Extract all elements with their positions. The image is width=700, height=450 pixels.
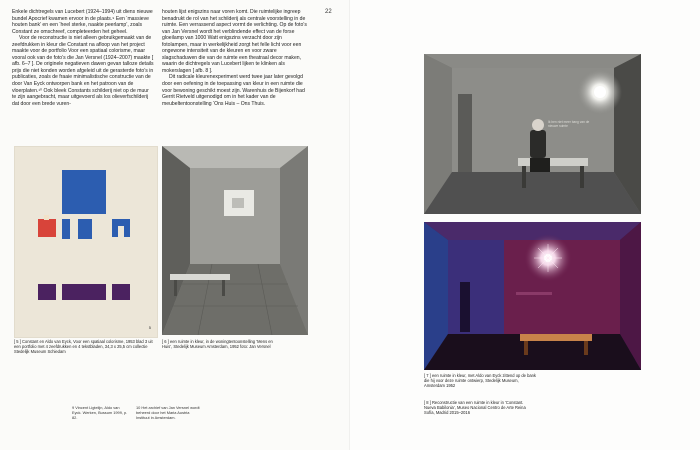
footnote-9 [72,406,129,420]
blue-bar [78,219,92,239]
caption-figure-8 [424,400,536,415]
paragraph: Voor de reconstructie is niet alleen gebruikgemaakt van de zeefdrukken in kleur die Constant na afloop van het project maakte voor de portfolio Voor een spatiaal colorisme, maar vooral ook van de foto’s die Jan Versnel (1924–2007) maakte [ afb. 6–7 ]. De originele negatieven dawen gevan talloze details prijs die niet konden worden afgeleid uit de gerasterde foto’s in publicaties, zoals de fraaie minimalistische constructie van de door Van Eyck ontworpen bank en het patroon van de vloerplaten.¹⁰ Ook bleek Constants schilderij niet op de muur te zijn aangebracht, maar uitgevoerd als los olieverfschilderij dat door een brede vuren- [12,35,154,107]
figure-number: 5 [148,325,151,330]
right-page [350,0,700,450]
paragraph: Dit radicale kleurenexperiment werd twee jaar later gevolgd door een oefening in de toepassing van kleur in een ruimte die voor bewoning geschikt moest zijn. Warenhuis de Bijenkorf had Gerrit Rietveld uitgenodigd om in het kader van de meubeltentoonstelling ‘Ons Huis – Ons Thuis. [162,74,305,107]
paragraph: houten lijst enigszins naar voren komt. Die ruimtelijke ingreep benadrukt de rol van het schilderij als centrale voorstelling in de ruimte. Een verrassend aspect vormt de verlichting. Op de foto’s van Jan Versnel wordt het verblindende effect van de forse gloeilamp van 1000 Watt enigszins verzacht door zijn fotolampen, maar in werkelijkheid zorgt het felle licht voor een ongewone intensiteit van de kleuren en voor zware slagschaduwen die van de ruimte een theatraal decor maken, waarin de dichtregels van Lucebert lijken te klinken als mokerslagen [ afb. 8 ]. [162,9,307,74]
caption-figure-7 [424,373,536,388]
caption-text: [ 6 ] een ruimte in kleur, in de woningtentoonstelling ‘Mens en Huis’, Stedelijk Museum Amsterdam, 1952 foto: Jan Versnel [162,339,273,349]
blue-square [62,170,106,214]
purple-square [38,284,56,300]
caption-text: [ 8 ] Reconstructie van een ruimte in kleur in ‘Constant. Nueva Babilonia’, Museo Nacional Centro de Arte Reina Sofía, Madrid 2015–2016 [424,400,526,415]
blue-bar [62,219,70,239]
caption-figure-6 [162,339,277,349]
figure-5-artwork [14,146,158,338]
text-column-left [12,9,154,107]
coloured-room-illustration [424,222,641,370]
purple-bar [62,284,106,300]
footnote-text: 9 Vincent Ligtelijn, Aldo van Eyck. Werken, Bussum 1999, p. 82. [72,405,128,420]
notch [118,226,124,237]
footnote-10 [136,406,200,420]
figure-6-photo [162,146,308,335]
purple-square [112,284,130,300]
room-photo-illustration [162,146,308,335]
caption-figure-5 [14,339,154,354]
caption-text: [ 7 ] een ruimte in kleur, met Aldo van Eyck zittend op de bank die hij voor deze ruimte ontwierp, Stedelijk Museum, Amsterdam 1952 [424,373,536,388]
red-square [38,219,56,237]
footnote-text: 10 Het archief van Jan Versnel wordt beheerd door het Maria Austria Instituut in Amsterdam. [136,405,200,420]
light-notch [44,215,49,220]
page-number: 22 [325,9,332,15]
room-with-person-illustration [424,54,641,214]
caption-text: [ 5 ] Constant en Aldo van Eyck, Voor een spatiaal colorisme, 1953 blad 3 uit een portfolio met 4 zeefdrukken en 4 tekstbladen, 34,3 x 25,5 cm collectie Stedelijk Museum Schiedam [14,339,153,354]
wall-inscription: Ik ben niet meer bang van de nieuwe ruimte [548,120,590,128]
figure-8-photo [424,222,641,370]
figure-7-photo [424,54,641,214]
paragraph: Enkele dichtregels van Lucebert (1924–1994) uit diens nieuwe bundel Apocrief kwamen ervoor in de plaats.⁹ Een ‘massieve houten bank’ en een ‘heel sterke, naakte peerlamp’, zoals Constant ze omschreef, completeerden het geheel. [12,9,153,35]
text-column-right [162,9,307,107]
